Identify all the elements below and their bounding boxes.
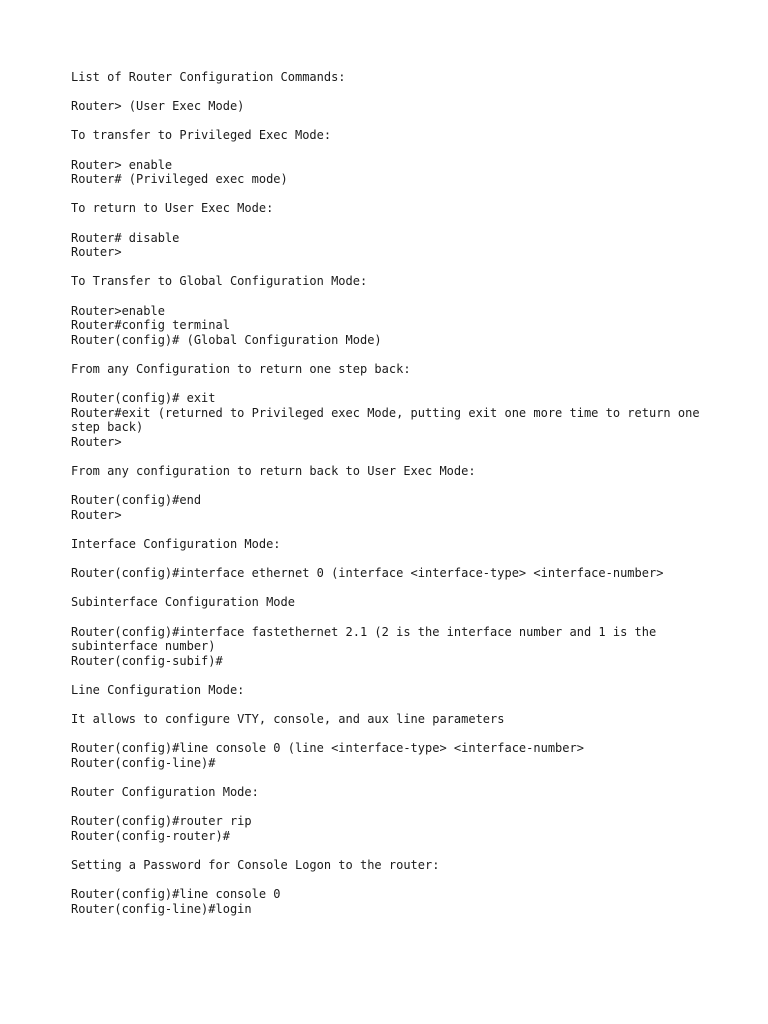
text-line: Router(config)#interface ethernet 0 (interface <interface-type> <interface-number>: [71, 566, 664, 581]
text-line: Router(config)# (Global Configuration Mode): [71, 332, 382, 347]
text-block-cmd-line: [71, 741, 731, 770]
text-block-heading-return-user: [71, 201, 731, 216]
text-block-desc-line: [71, 712, 731, 727]
text-line: From any configuration to return back to User Exec Mode:: [71, 464, 476, 479]
text-block-heading-router: [71, 785, 731, 800]
text-line: Interface Configuration Mode:: [71, 537, 281, 551]
text-line: Router# (Privileged exec mode): [71, 172, 288, 187]
text-line: Router(config-line)#: [71, 755, 216, 770]
text-line: It allows to configure VTY, console, and aux line parameters: [71, 712, 505, 727]
text-line: Setting a Password for Console Logon to the router:: [71, 858, 440, 873]
text-block-cmd-global: [71, 304, 731, 348]
text-block-cmd-password: [71, 887, 731, 916]
text-block-cmd-step-back: [71, 391, 731, 449]
text-line: Router>enable: [71, 303, 165, 318]
text-line: Router(config)# exit: [71, 391, 216, 406]
text-line: Router(config-subif)#: [71, 653, 223, 668]
text-block-cmd-subinterface: [71, 625, 731, 669]
text-block-heading-step-back: [71, 362, 731, 377]
text-block-heading-subinterface: [71, 595, 731, 610]
text-line: Router(config)#line console 0: [71, 887, 281, 902]
text-line: Router#config terminal: [71, 318, 230, 333]
text-line: List of Router Configuration Commands:: [71, 70, 346, 84]
text-line: Router>: [71, 507, 122, 522]
text-block-cmd-interface: [71, 566, 731, 581]
text-line: Router# disable: [71, 230, 180, 245]
text-line: Router(config)#interface fastethernet 2.1 (2 is the interface number and 1 is the subinterface number): [71, 624, 664, 654]
text-block-heading-line: [71, 683, 731, 698]
text-line: Router#exit (returned to Privileged exec Mode, putting exit one more time to return one step back): [71, 405, 707, 435]
text-block-heading-back-user: [71, 464, 731, 479]
text-block-heading-password: [71, 858, 731, 873]
text-line: Router(config)#router rip: [71, 814, 252, 829]
text-block-heading-global: [71, 274, 731, 289]
text-block-cmd-router: [71, 814, 731, 843]
text-block-heading-privileged: [71, 128, 731, 143]
text-line: Router> (User Exec Mode): [71, 99, 245, 114]
text-line: Router> enable: [71, 157, 173, 172]
text-block-user-exec-mode: [71, 99, 731, 114]
text-line: From any Configuration to return one step back:: [71, 361, 411, 376]
text-line: Router(config)#end: [71, 493, 202, 508]
text-block-heading-interface: [71, 537, 731, 552]
text-line: Router(config-router)#: [71, 828, 230, 843]
text-line: Router Configuration Mode:: [71, 785, 259, 800]
text-line: Router>: [71, 434, 122, 449]
text-line: To Transfer to Global Configuration Mode:: [71, 274, 368, 289]
text-line: Router(config)#line console 0 (line <interface-type> <interface-number>: [71, 741, 584, 756]
text-block-cmd-privileged: [71, 158, 731, 187]
text-block-cmd-return-user: [71, 231, 731, 260]
text-line: Router(config-line)#login: [71, 901, 252, 916]
document-body: [71, 70, 731, 931]
text-line: To transfer to Privileged Exec Mode:: [71, 128, 332, 143]
text-line: Router>: [71, 245, 122, 260]
text-line: Line Configuration Mode:: [71, 682, 245, 697]
text-block-title: [71, 70, 731, 85]
text-line: To return to User Exec Mode:: [71, 201, 274, 216]
text-block-cmd-back-user: [71, 493, 731, 522]
text-line: Subinterface Configuration Mode: [71, 595, 295, 610]
